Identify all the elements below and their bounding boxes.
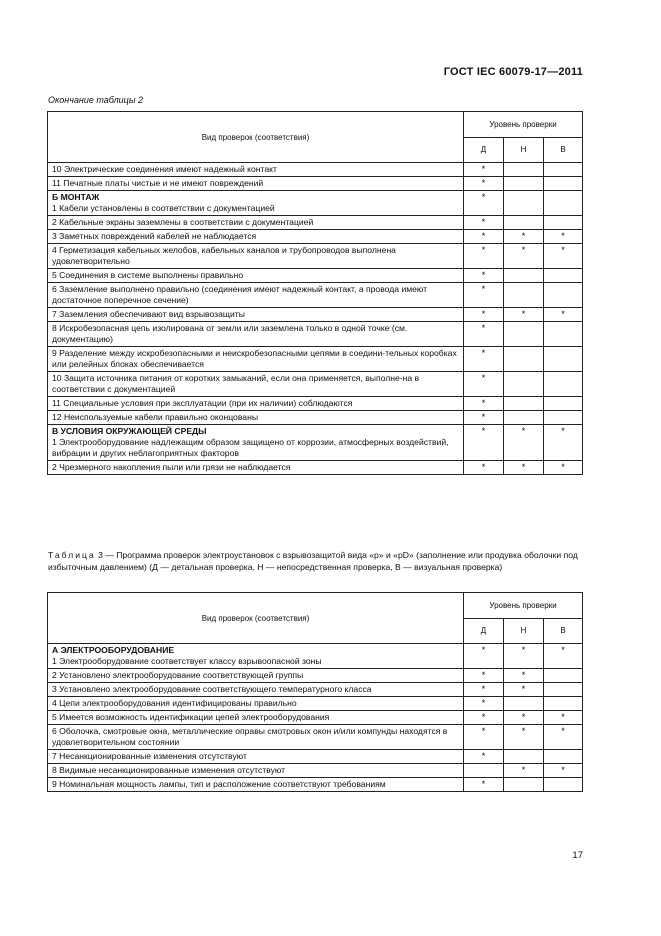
level-n-mark: * (504, 230, 544, 244)
level-v-mark: * (544, 425, 583, 461)
inspection-item (48, 283, 464, 308)
level-v-mark (544, 216, 583, 230)
inspection-item (48, 669, 464, 683)
inspection-item (48, 711, 464, 725)
level-d-mark: * (464, 669, 504, 683)
level-v-mark (544, 697, 583, 711)
item-text: 1 Электрооборудование соответствует классу взрывоопасной зоны (52, 656, 322, 666)
column-header-level: Уровень проверки (464, 593, 583, 619)
item-text: 3 Заметных повреждений кабелей не наблюдается (52, 231, 257, 241)
inspection-item (48, 269, 464, 283)
table-row (48, 461, 583, 475)
table-row (48, 191, 583, 216)
level-v-mark (544, 372, 583, 397)
level-d-mark: * (464, 778, 504, 792)
level-d-mark: * (464, 683, 504, 697)
level-v-mark (544, 750, 583, 764)
inspection-table-2 (47, 111, 583, 475)
level-n-mark: * (504, 764, 544, 778)
table-row (48, 397, 583, 411)
table-row (48, 308, 583, 322)
level-n-mark: * (504, 725, 544, 750)
table-row (48, 244, 583, 269)
inspection-item (48, 683, 464, 697)
inspection-item (48, 697, 464, 711)
level-v-mark (544, 322, 583, 347)
inspection-item (48, 347, 464, 372)
continuation-caption: Окончание таблицы 2 (48, 95, 143, 105)
level-v-mark: * (544, 711, 583, 725)
inspection-item (48, 461, 464, 475)
level-d-mark: * (464, 177, 504, 191)
table-row (48, 697, 583, 711)
item-text: 9 Разделение между искробезопасными и неискробезопасными цепями в соедини-тельных коробках или релейных блоках обеспечивается (52, 348, 457, 369)
level-d-header: Д (464, 618, 504, 644)
level-n-mark (504, 191, 544, 216)
item-text: 7 Заземления обеспечивают вид взрывозащиты (52, 309, 245, 319)
level-d-mark: * (464, 163, 504, 177)
table-row (48, 177, 583, 191)
inspection-item (48, 244, 464, 269)
level-n-mark (504, 283, 544, 308)
inspection-item (48, 750, 464, 764)
level-d-mark: * (464, 461, 504, 475)
table-row (48, 778, 583, 792)
level-d-mark: * (464, 411, 504, 425)
level-n-mark: * (504, 669, 544, 683)
level-d-mark: * (464, 269, 504, 283)
inspection-item (48, 725, 464, 750)
level-n-header: Н (504, 618, 544, 644)
table-row (48, 230, 583, 244)
level-d-mark: * (464, 244, 504, 269)
inspection-item (48, 411, 464, 425)
inspection-item (48, 177, 464, 191)
level-d-mark: * (464, 191, 504, 216)
inspection-item (48, 163, 464, 177)
inspection-item (48, 372, 464, 397)
level-n-mark (504, 322, 544, 347)
inspection-item (48, 216, 464, 230)
table-row (48, 269, 583, 283)
table-row (48, 163, 583, 177)
item-text: 9 Номинальная мощность лампы, тип и расположение соответствуют требованиям (52, 779, 386, 789)
level-n-mark (504, 411, 544, 425)
page-number: 17 (572, 850, 583, 861)
level-d-mark: * (464, 372, 504, 397)
table-3-label: Таблица (48, 550, 96, 560)
level-v-header: В (544, 618, 583, 644)
inspection-item (48, 322, 464, 347)
level-n-mark: * (504, 461, 544, 475)
column-header-item: Вид проверок (соответствия) (48, 112, 464, 163)
item-text: 5 Имеется возможность идентификации цепей электрооборудования (52, 712, 330, 722)
table-row (48, 669, 583, 683)
level-v-mark (544, 669, 583, 683)
table-row (48, 283, 583, 308)
item-text: 8 Искробезопасная цепь изолирована от земли или заземлена только в одной точке (см. документацию) (52, 323, 408, 344)
level-n-mark (504, 163, 544, 177)
level-n-mark (504, 750, 544, 764)
level-n-mark: * (504, 683, 544, 697)
level-n-mark: * (504, 644, 544, 669)
level-n-mark: * (504, 711, 544, 725)
level-n-mark (504, 269, 544, 283)
level-d-mark: * (464, 425, 504, 461)
item-text: 2 Кабельные экраны заземлены в соответствии с документацией (52, 217, 314, 227)
item-text: 1 Кабели установлены в соответствии с документацией (52, 203, 275, 213)
level-n-mark (504, 697, 544, 711)
item-text: 6 Оболочка, смотровые окна, металлические оправы смотровых окон и/или компунды находятся в удовлетворительном состоянии (52, 726, 448, 747)
level-v-mark (544, 683, 583, 697)
inspection-item (48, 425, 464, 461)
level-v-mark (544, 397, 583, 411)
section-heading: Б МОНТАЖ (52, 192, 100, 202)
level-v-mark: * (544, 725, 583, 750)
level-d-mark: * (464, 711, 504, 725)
item-text: 2 Установлено электрооборудование соответствующей группы (52, 670, 304, 680)
table-row (48, 644, 583, 669)
level-v-mark (544, 778, 583, 792)
table-row (48, 725, 583, 750)
section-heading: А ЭЛЕКТРООБОРУДОВАНИЕ (52, 645, 175, 655)
inspection-item (48, 308, 464, 322)
level-d-mark: * (464, 283, 504, 308)
level-d-mark: * (464, 750, 504, 764)
level-v-mark (544, 191, 583, 216)
level-n-mark (504, 216, 544, 230)
table-row (48, 683, 583, 697)
level-d-mark: * (464, 322, 504, 347)
item-text: 1 Электрооборудование надлежащим образом защищено от коррозии, атмосферных воздействий, вибрации и других неблагоприятных факторов (52, 437, 449, 458)
inspection-item (48, 644, 464, 669)
level-n-mark: * (504, 244, 544, 269)
item-text: 12 Неиспользуемые кабели правильно оконцованы (52, 412, 259, 422)
level-n-mark: * (504, 425, 544, 461)
inspection-item (48, 764, 464, 778)
inspection-item (48, 191, 464, 216)
level-v-mark: * (544, 764, 583, 778)
level-v-mark (544, 269, 583, 283)
column-header-level: Уровень проверки (464, 112, 583, 138)
item-text: 4 Герметизация кабельных желобов, кабельных каналов и трубопроводов выполнена удовлетворительно (52, 245, 396, 266)
level-v-mark (544, 283, 583, 308)
level-d-mark: * (464, 308, 504, 322)
item-text: 6 Заземление выполнено правильно (соединения имеют надежный контакт, а провода имеют достаточное поперечное сечение) (52, 284, 428, 305)
inspection-table-3 (47, 592, 583, 792)
level-v-mark: * (544, 308, 583, 322)
table-row (48, 372, 583, 397)
item-text: 5 Соединения в системе выполнены правильно (52, 270, 244, 280)
item-text: 4 Цепи электрооборудования идентифицированы правильно (52, 698, 297, 708)
level-d-mark: * (464, 397, 504, 411)
level-n-header: Н (504, 137, 544, 163)
level-d-mark: * (464, 216, 504, 230)
item-text: 7 Несанкционированные изменения отсутствуют (52, 751, 247, 761)
table-row (48, 764, 583, 778)
level-v-mark: * (544, 644, 583, 669)
level-v-header: В (544, 137, 583, 163)
level-n-mark: * (504, 308, 544, 322)
level-d-mark: * (464, 725, 504, 750)
table-row (48, 411, 583, 425)
item-text: 8 Видимые несанкционированные изменения отсутствуют (52, 765, 286, 775)
table-3-title: 3 — Программа проверок электроустановок с взрывозащитой вида «р» и «pD» (заполнение или продувка оболочки под избыточным давлением) (Д — детальная проверка, Н — непосредственная проверка, В — визуальная проверка) (48, 550, 578, 572)
column-header-item: Вид проверок (соответствия) (48, 593, 464, 644)
level-n-mark (504, 347, 544, 372)
table-row (48, 322, 583, 347)
item-text: 2 Чрезмерного накопления пыли или грязи не наблюдается (52, 462, 291, 472)
inspection-item (48, 397, 464, 411)
table-row (48, 347, 583, 372)
item-text: 3 Установлено электрооборудование соответствующего температурного класса (52, 684, 372, 694)
level-n-mark (504, 372, 544, 397)
item-text: 10 Защита источника питания от коротких замыканий, если она применяется, выполне-на в соответствии с документацией (52, 373, 420, 394)
level-d-mark (464, 764, 504, 778)
section-heading: В УСЛОВИЯ ОКРУЖАЮЩЕЙ СРЕДЫ (52, 426, 207, 436)
table-row (48, 711, 583, 725)
level-v-mark: * (544, 230, 583, 244)
inspection-item (48, 778, 464, 792)
table-row (48, 216, 583, 230)
item-text: 11 Печатные платы чистые и не имеют повреждений (52, 178, 264, 188)
table-3-caption (48, 549, 588, 573)
level-d-mark: * (464, 644, 504, 669)
level-v-mark (544, 163, 583, 177)
level-v-mark (544, 411, 583, 425)
level-v-mark (544, 347, 583, 372)
item-text: 11 Специальные условия при эксплуатации (при их наличии) соблюдаются (52, 398, 353, 408)
level-d-mark: * (464, 347, 504, 372)
inspection-item (48, 230, 464, 244)
level-v-mark (544, 177, 583, 191)
level-d-mark: * (464, 697, 504, 711)
level-d-header: Д (464, 137, 504, 163)
level-v-mark: * (544, 244, 583, 269)
standard-designation: ГОСТ IEC 60079-17—2011 (443, 66, 583, 78)
item-text: 10 Электрические соединения имеют надежный контакт (52, 164, 277, 174)
level-n-mark (504, 397, 544, 411)
table-row (48, 750, 583, 764)
table-row (48, 425, 583, 461)
level-d-mark: * (464, 230, 504, 244)
level-n-mark (504, 177, 544, 191)
level-n-mark (504, 778, 544, 792)
level-v-mark: * (544, 461, 583, 475)
